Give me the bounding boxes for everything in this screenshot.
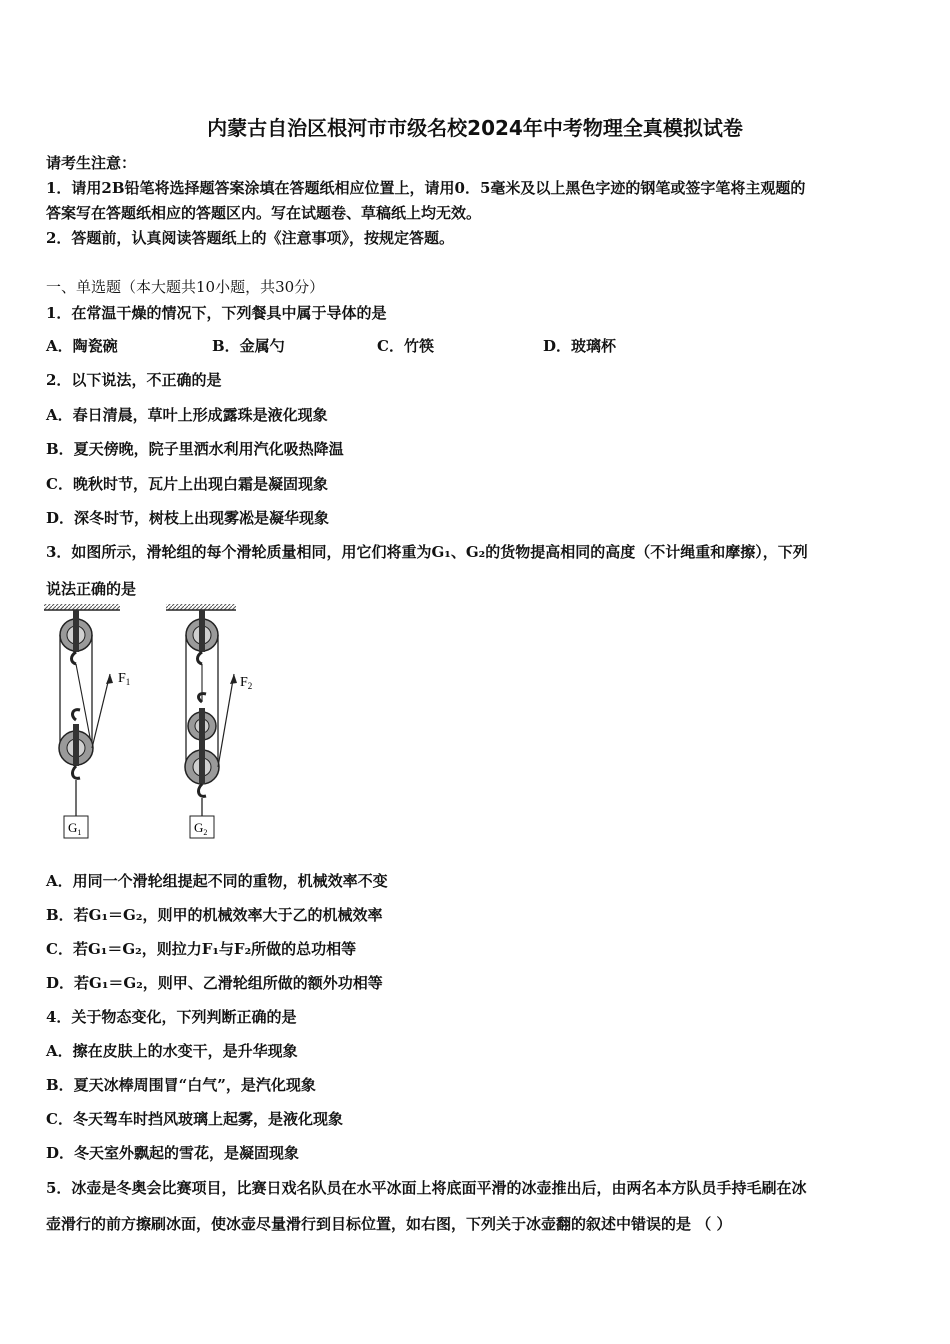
q2-option-d: D．深冬时节，树枝上出现雾凇是凝华现象 (46, 509, 330, 527)
section-heading: 一、单选题（本大题共10小题，共30分） (46, 278, 325, 296)
q3-option-c: C．若G₁＝G₂，则拉力F₁与F₂所做的总功相等 (46, 940, 357, 958)
q4-option-d: D．冬天室外飘起的雪花，是凝固现象 (46, 1144, 300, 1162)
q3-option-d: D．若G₁＝G₂，则甲、乙滑轮组所做的额外功相等 (46, 974, 383, 992)
q3-option-a: A．用同一个滑轮组提起不同的重物，机械效率不变 (46, 872, 388, 890)
pulley-system-figure (40, 602, 260, 847)
q5-stem-cont: 壶滑行的前方擦刷冰面，使冰壶尽量滑行到目标位置，如右图，下列关于冰壶翻的叙述中错误的是 （ ） (46, 1215, 732, 1233)
notice-heading: 请考生注意： (46, 154, 137, 172)
q2-option-b: B．夏天傍晚，院子里洒水利用汽化吸热降温 (46, 440, 344, 458)
weight-label-g2: $G_2$ (194, 820, 208, 837)
q4-option-c: C．冬天驾车时挡风玻璃上起雾，是液化现象 (46, 1110, 343, 1128)
q3-option-b: B．若G₁＝G₂，则甲的机械效率大于乙的机械效率 (46, 906, 383, 924)
notice-item-1-cont: 答案写在答题纸相应的答题区内。写在试题卷、草稿纸上均无效。 (46, 204, 482, 222)
pulley-system-left (44, 604, 130, 838)
q1-option-d: D．玻璃杯 (543, 337, 617, 355)
q4-option-b: B．夏天冰棒周围冒“白气”，是汽化现象 (46, 1076, 316, 1094)
q1-option-b: B．金属勺 (212, 337, 285, 355)
q3-stem-cont: 说法正确的是 (46, 580, 137, 598)
q2-option-a: A．春日清晨，草叶上形成露珠是液化现象 (46, 406, 328, 424)
pulley-system-right (166, 604, 252, 838)
q5-stem: 5．冰壶是冬奥会比赛项目，比赛日戏名队员在水平冰面上将底面平滑的冰壶推出后，由两名本方队员手持毛刷在冰 (46, 1179, 807, 1197)
page-title: 内蒙古自治区根河市市级名校2024年中考物理全真模拟试卷 (207, 116, 743, 140)
q2-stem: 2．以下说法，不正确的是 (46, 371, 222, 389)
q1-stem: 1．在常温干燥的情况下，下列餐具中属于导体的是 (46, 304, 387, 322)
weight-label-g1: $G_1$ (68, 820, 82, 837)
q1-option-a: A．陶瓷碗 (46, 337, 118, 355)
q3-stem: 3．如图所示，滑轮组的每个滑轮质量相同，用它们将重为G₁、G₂的货物提高相同的高度（不计绳重和摩擦），下列 (46, 543, 808, 561)
notice-item-1: 1．请用2B铅笔将选择题答案涂填在答题纸相应位置上，请用0．5毫米及以上黑色字迹的钢笔或签字笔将主观题的 (46, 179, 806, 197)
q4-option-a: A．擦在皮肤上的水变干，是升华现象 (46, 1042, 298, 1060)
q2-option-c: C．晚秋时节，瓦片上出现白霜是凝固现象 (46, 475, 328, 493)
q4-stem: 4．关于物态变化，下列判断正确的是 (46, 1008, 297, 1026)
force-label-f2: $F_2$ (240, 675, 253, 691)
q1-option-c: C．竹筷 (377, 337, 434, 355)
force-label-f1: $F_1$ (118, 671, 131, 687)
notice-item-2: 2．答题前，认真阅读答题纸上的《注意事项》，按规定答题。 (46, 229, 454, 247)
